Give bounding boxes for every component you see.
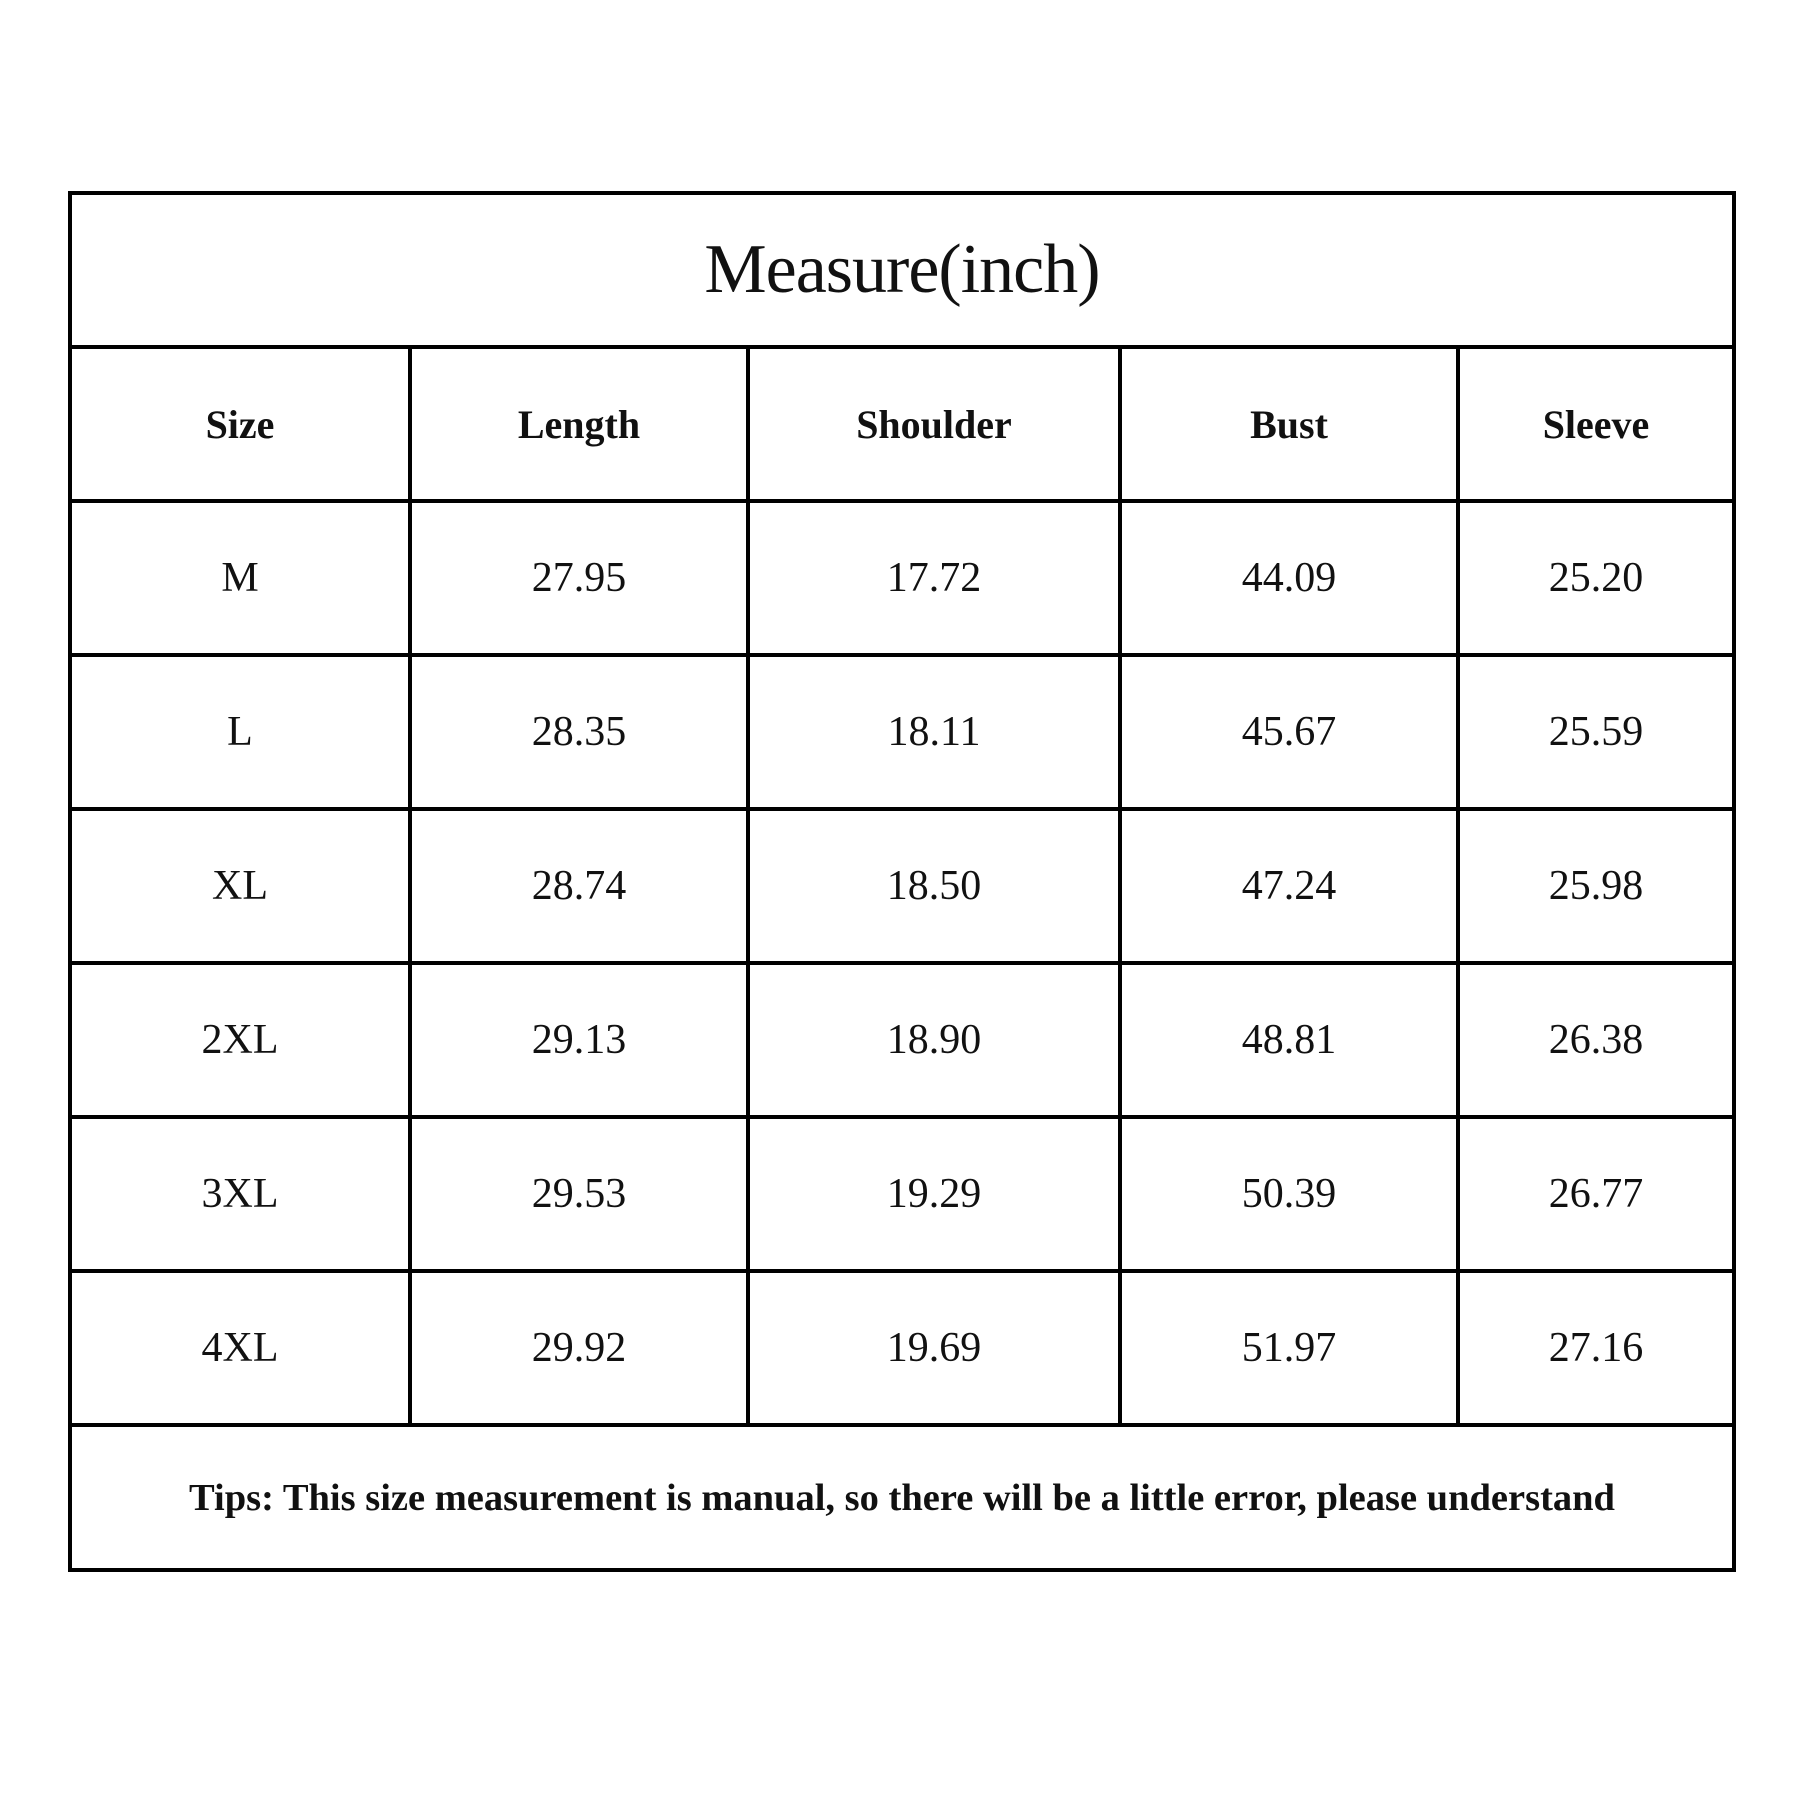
- sleeve-cell: 25.59: [1548, 709, 1644, 755]
- sleeve-cell: 25.20: [1548, 555, 1644, 601]
- sleeve-cell: 27.16: [1548, 1325, 1644, 1371]
- sleeve-cell: 25.98: [1548, 863, 1644, 909]
- table-row: [72, 811, 1732, 965]
- length-cell: 29.53: [412, 1119, 750, 1269]
- length-cell: 27.95: [412, 503, 750, 653]
- title-row: [72, 195, 1732, 349]
- bust-cell: 48.81: [1122, 965, 1460, 1115]
- sleeve-cell: 26.38: [1548, 1017, 1644, 1063]
- table-row: [72, 1119, 1732, 1273]
- bust-cell: 44.09: [1122, 503, 1460, 653]
- size-cell: 4XL: [72, 1273, 412, 1423]
- table-row: [72, 503, 1732, 657]
- column-header-bust: Bust: [1122, 349, 1460, 499]
- table-title: Measure(inch): [704, 231, 1100, 308]
- length-cell: 29.13: [412, 965, 750, 1115]
- shoulder-cell: 18.90: [750, 965, 1122, 1115]
- size-cell: XL: [72, 811, 412, 961]
- table-row: [72, 1273, 1732, 1427]
- shoulder-cell: 18.50: [750, 811, 1122, 961]
- shoulder-cell: 17.72: [750, 503, 1122, 653]
- shoulder-cell: 19.69: [750, 1273, 1122, 1423]
- tips-row: [72, 1427, 1732, 1568]
- sleeve-cell: 26.77: [1548, 1171, 1644, 1217]
- size-cell: 3XL: [72, 1119, 412, 1269]
- column-header-length: Length: [412, 349, 750, 499]
- length-cell: 28.74: [412, 811, 750, 961]
- size-cell: L: [72, 657, 412, 807]
- bust-cell: 50.39: [1122, 1119, 1460, 1269]
- bust-cell: 51.97: [1122, 1273, 1460, 1423]
- shoulder-cell: 18.11: [750, 657, 1122, 807]
- length-cell: 28.35: [412, 657, 750, 807]
- shoulder-cell: 19.29: [750, 1119, 1122, 1269]
- length-cell: 29.92: [412, 1273, 750, 1423]
- tips-note: Tips: This size measurement is manual, so there will be a little error, please understand: [189, 1476, 1615, 1519]
- column-header-shoulder: Shoulder: [750, 349, 1122, 499]
- column-header-sleeve: Sleeve: [1542, 401, 1650, 447]
- table-row: [72, 657, 1732, 811]
- table-row: [72, 965, 1732, 1119]
- size-cell: M: [72, 503, 412, 653]
- size-chart-table: [68, 191, 1736, 1572]
- bust-cell: 45.67: [1122, 657, 1460, 807]
- header-row: [72, 349, 1732, 503]
- column-header-size: Size: [72, 349, 412, 499]
- bust-cell: 47.24: [1122, 811, 1460, 961]
- size-cell: 2XL: [72, 965, 412, 1115]
